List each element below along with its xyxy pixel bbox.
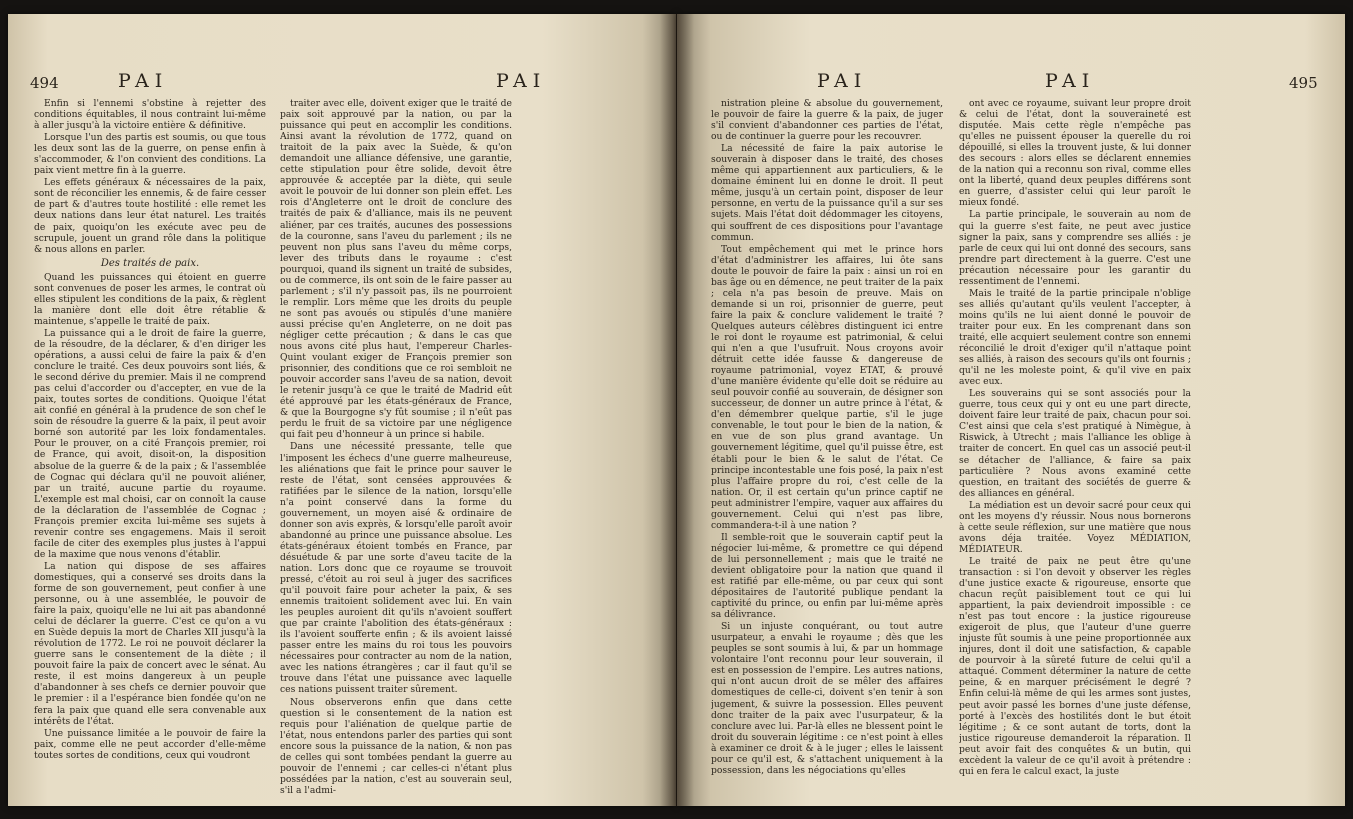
- paragraph: nistration pleine & absolue du gouvernement, le pouvoir de faire la guerre & la paix, de juger s'il convient d'abandonner ces parties de l'état, ou de continuer la guerre pour les recouvrer.: [711, 98, 943, 143]
- paragraph: Les effets généraux & nécessaires de la paix, sont de réconcilier les ennemis, & de faire cesser de part & d'autres toute hostilité : elle remet les deux nations dans leur état naturel. Les traités de paix, quoiqu'on les exécute avec peu de scrupule, jouent un grand rôle dans la politique & nous allons en parler.: [34, 177, 266, 255]
- paragraph: Tout empêchement qui met le prince hors d'état d'administrer les affaires, lui ôte sans doute le pouvoir de faire la paix : ainsi un roi en bas âge ou en démence, ne peut traiter de la paix ; cela n'a pas besoin de preuve. Mais on demande si un roi, prisonnier de guerre, peut faire la paix & conclure validement le traité ? Quelques auteurs célèbres distinguent ici entre le roi dont le royaume est patrimonial, & celui qui n'en a que l'usufruit. Nous croyons avoir détruit cette idée fausse & dangereuse de royaume patrimonial, voyez ETAT, & prouvé d'une manière évidente qu'elle doit se réduire au seul pouvoir confié au souverain, de désigner son successeur, de donner un autre prince à l'état, & d'en démembrer quelque partie, s'il le juge convenable, le tout pour le bien de la nation, & en vue de son plus grand avantage. Un gouvernement légitime, quel qu'il puisse être, est établi pour le bien & le salut de l'état. Ce principe incontestable une fois posé, la paix n'est plus l'affaire propre du roi, c'est celle de la nation. Or, il est certain qu'un prince captif ne peut administrer l'empire, vaquer aux affaires du gouvernement. Celui qui n'est pas libre, commandera-t-il à une nation ?: [711, 243, 943, 531]
- paragraph: Une puissance limitée a le pouvoir de faire la paix, comme elle ne peut accorder d'elle-même toutes sortes de conditions, ceux qui voudront: [34, 727, 266, 761]
- paragraph: Nous observerons enfin que dans cette question si le consentement de la nation est requis pour l'aliénation de quelque partie de l'état, nous entendons parler des parties qui sont encore sous la puissance de la nation, & non pas de celles qui sont tombées pendant la guerre au pouvoir de l'ennemi ; car celles-ci n'étant plus possédées par la nation, c'est au souverain seul, s'il a l'admi-: [280, 696, 512, 796]
- paragraph: ont avec ce royaume, suivant leur propre droit & celui de l'état, dont la souveraineté est disputée. Mais cette règle n'empêche pas qu'elles ne puissent épouser la querelle du roi dépouillé, si elles la trouvent juste, & lui donner des secours : alors elles se déclarent ennemies de la nation qui a reconnu son rival, comme elles ont la liberté, quand deux peuples différens sont en guerre, d'assister celui qui leur paroît le mieux fondé.: [959, 98, 1191, 209]
- paragraph: Les souverains qui se sont associés pour la guerre, tous ceux qui y ont eu une part directe, doivent faire leur traité de paix, chacun pour soi. C'est ainsi que cela s'est pratiqué à Nimègue, à Riswick, à Utrecht ; mais l'alliance les oblige à traiter de concert. En quel cas un associé peut-il se détacher de l'alliance, & faire sa paix particulière ? Nous avons examiné cette question, en traitant des sociétés de guerre & des alliances en général.: [959, 388, 1191, 499]
- paragraph: La nécessité de faire la paix autorise le souverain à disposer dans le traité, des choses même qui appartiennent aux particuliers, & le domaine éminent lui en donne le droit. Il peut même, jusqu'à un certain point, disposer de leur personne, en vertu de la puissance qu'il a sur ses sujets. Mais l'état doit dédommager les citoyens, qui souffrent de ces dispositions pour l'avantage commun.: [711, 143, 943, 243]
- paragraph: Enfin si l'ennemi s'obstine à rejetter des conditions équitables, il nous contraint lui-même à aller jusqu'à la victoire entière & définitive.: [34, 98, 266, 132]
- text-column: [959, 98, 1191, 798]
- page-number: 495: [1289, 74, 1318, 92]
- page-number: 494: [30, 74, 59, 92]
- paragraph: Si un injuste conquérant, ou tout autre usurpateur, a envahi le royaume ; dès que les peuples se sont soumis à lui, & par un hommage volontaire l'ont reconnu pour leur souverain, il est en possession de l'empire. Les autres nations, qui n'ont aucun droit de se mêler des affaires domestiques de celle-ci, doivent s'en tenir à son jugement, & suivre la possession. Elles peuvent donc traiter de la paix avec l'usurpateur, & la conclure avec lui. Par-là elles ne blessent point le droit du souverain légitime : ce n'est point à elles à examiner ce droit & à le juger ; elles le laissent pour ce qu'il est, & s'attachent uniquement à la possession, dans les négociations qu'elles: [711, 621, 943, 776]
- paragraph: La puissance qui a le droit de faire la guerre, de la résoudre, de la déclarer, & d'en diriger les opérations, a aussi celui de faire la paix & d'en conclure le traité. Ces deux pouvoirs sont liés, & le second dérive du premier. Mais il ne comprend pas celui d'accorder ou d'accepter, en vue de la paix, toutes sortes de conditions. Quoique l'état ait confié en général à la prudence de son chef le soin de résoudre la guerre & la paix, il peut avoir borné son autorité par les loix fondamentales. Pour le prouver, on a cité François premier, roi de France, qui avoit, disoit-on, la disposition absolue de la guerre & de la paix ; & l'assemblée de Cognac qui déclara qu'il ne pouvoit aliéner, par un traité, aucune partie du royaume. L'exemple est mal choisi, car on connoît la cause de la déclaration de l'assemblée de Cognac ; François premier excita lui-même ses sujets à revenir contre ses engagemens. Mais il seroit facile de citer des exemples plus justes à l'appui de la maxime que nous venons d'établir.: [34, 327, 266, 560]
- paragraph: La partie principale, le souverain au nom de qui la guerre s'est faite, ne peut avec justice signer la paix, sans y comprendre ses alliés : je parle de ceux qui lui ont donné des secours, sans prendre part directement à la guerre. C'est une précaution nécessaire pour les garantir du ressentiment de l'ennemi.: [959, 209, 1191, 287]
- left-page: [8, 14, 676, 806]
- paragraph: Quand les puissances qui étoient en guerre sont convenues de poser les armes, le contrat où elles stipulent les conditions de la paix, & règlent la manière dont elle doit être rétablie & maintenue, s'appelle le traité de paix.: [34, 271, 266, 327]
- text-column: [711, 98, 943, 798]
- paragraph: La médiation est un devoir sacré pour ceux qui ont les moyens d'y réussir. Nous nous bornerons à cette seule réflexion, sur une matière que nous avons déja traitée. Voyez MÉDIATION, MÉDIATEUR.: [959, 499, 1191, 555]
- right-page: [677, 14, 1345, 806]
- running-header: PAI: [817, 70, 868, 92]
- paragraph: Lorsque l'un des partis est soumis, ou que tous les deux sont las de la guerre, on pense enfin à s'accommoder, & l'on convient des conditions. La paix vient mettre fin à la guerre.: [34, 132, 266, 177]
- paragraph: Mais le traité de la partie principale n'oblige ses alliés qu'autant qu'ils veulent l'accepter, à moins qu'ils ne lui aient donné le pouvoir de traiter pour eux. En les comprenant dans son traité, elle acquiert seulement contre son ennemi réconcilié le droit d'exiger qu'il n'attaque point ses alliés, à raison des secours qu'ils ont fournis ; qu'il ne les moleste point, & qu'il vive en paix avec eux.: [959, 287, 1191, 388]
- paragraph: La nation qui dispose de ses affaires domestiques, qui a conservé ses droits dans la forme de son gouvernement, peut confier à une personne, ou à une assemblée, le pouvoir de faire la paix, quoiqu'elle ne lui ait pas abandonné celui de déclarer la guerre. C'est ce qu'on a vu en Suède depuis la mort de Charles XII jusqu'à la révolution de 1772. Le roi ne pouvoit déclarer la guerre sans le consentement de la diète ; il pouvoit faire la paix de concert avec le sénat. Au reste, il est moins dangereux à un peuple d'abandonner à ses chefs ce dernier pouvoir que le premier : il a l'espérance bien fondée qu'on ne fera la paix que quand elle sera convenable aux intérêts de l'état.: [34, 560, 266, 727]
- running-header: PAI: [496, 70, 547, 92]
- paragraph: traiter avec elle, doivent exiger que le traité de paix soit approuvé par la nation, ou par la puissance qui peut en accomplir les conditions. Ainsi avant la révolution de 1772, quand on traitoit de la paix avec la Suède, & qu'on demandoit une alliance défensive, une garantie, cette stipulation pour être solide, devoit être approuvée & acceptée par la diète, qui seule avoit le pouvoir de lui donner son plein effet. Les rois d'Angleterre ont le droit de conclure des traités de paix & d'alliance, mais ils ne peuvent aliéner, par ces traités, aucunes des possessions de la couronne, sans l'aveu du parlement ; ils ne peuvent non plus sans l'aveu du même corps, lever des tributs dans le royaume : c'est pourquoi, quand ils signent un traité de subsides, ou de commerce, ils ont soin de le faire passer au parlement ; s'il n'y passoit pas, ils ne pourroient le remplir. Lors même que les droits du peuple ne sont pas avoués ou stipulés d'une manière aussi précise qu'en Angleterre, on ne doit pas négliger cette précaution ; & dans le cas que nous avons cité plus haut, l'empereur Charles-Quint voulant exiger de François premier son prisonnier, des conditions que ce roi sembloit ne pouvoir accorder sans l'aveu de sa nation, devoit le retenir jusqu'à ce que le traité de Madrid eût été approuvé par les états-généraux de France, & que la Bourgogne s'y fût soumise ; il n'eût pas perdu le fruit de sa victoire par une négligence qui fait peu d'honneur à un prince si habile.: [280, 98, 512, 441]
- paragraph: Le traité de paix ne peut être qu'une transaction : si l'on devoit y observer les règles d'une justice exacte & rigoureuse, ensorte que chacun reçût paisiblement tout ce qui lui appartient, la paix deviendroit impossible : ce n'est pas tout encore : la justice rigoureuse exigeroit de plus, que l'auteur d'une guerre injuste fût soumis à une peine proportionnée aux injures, dont il doit une satisfaction, & capable de pourvoir à la sûreté future de celui qu'il a attaqué. Comment déterminer la nature de cette peine, & en marquer précisément le degré ? Enfin celui-là même de qui les armes sont justes, peut avoir passé les bornes d'une juste défense, porté à l'excès des hostilités dont le but étoit légitime ; & ce sont autant de torts, dont la justice rigoureuse demanderoit la réparation. Il peut avoir fait des conquêtes & un butin, qui excèdent la valeur de ce qu'il avoit à prétendre : qui en fera le calcul exact, la juste: [959, 555, 1191, 777]
- paragraph: Il semble-roit que le souverain captif peut la négocier lui-même, & promettre ce qui dépend de lui personnellement ; mais que le traité ne devient obligatoire pour la nation que quand il est ratifié par elle-même, ou par ceux qui sont dépositaires de l'autorité publique pendant la captivité du prince, ou enfin par lui-même après sa délivrance.: [711, 531, 943, 621]
- running-header: PAI: [118, 70, 169, 92]
- paragraph: Dans une nécessité pressante, telle que l'imposent les échecs d'une guerre malheureuse, les aliénations que fait le prince pour sauver le reste de l'état, sont censées approuvées & ratifiées par le silence de la nation, lorsqu'elle n'a point conservé dans la forme du gouvernement, un moyen aisé & ordinaire de donner son avis exprès, & lorsqu'elle paroît avoir abandonné au prince une puissance absolue. Les états-généraux étoient tombés en France, par désuétude & par une sorte d'aveu tacite de la nation. Lors donc que ce royaume se trouvoit pressé, c'étoit au roi seul à juger des sacrifices qu'il pouvoit faire pour acheter la paix, & ses ennemis traitoient solidement avec lui. En vain les peuples auroient dit qu'ils n'avoient souffert que par crainte l'abolition des états-généraux : ils l'avoient soufferte enfin ; & ils avoient laissé passer entre les mains du roi tous les pouvoirs nécessaires pour contracter au nom de la nation, avec les nations étrangères ; car il faut qu'il se trouve dans l'état une puissance avec laquelle ces nations puissent traiter sûrement.: [280, 441, 512, 696]
- text-column: [34, 98, 266, 798]
- text-column: [280, 98, 512, 798]
- running-header: PAI: [1045, 70, 1096, 92]
- section-heading: Des traités de paix.: [100, 257, 200, 269]
- open-book: [8, 6, 1345, 812]
